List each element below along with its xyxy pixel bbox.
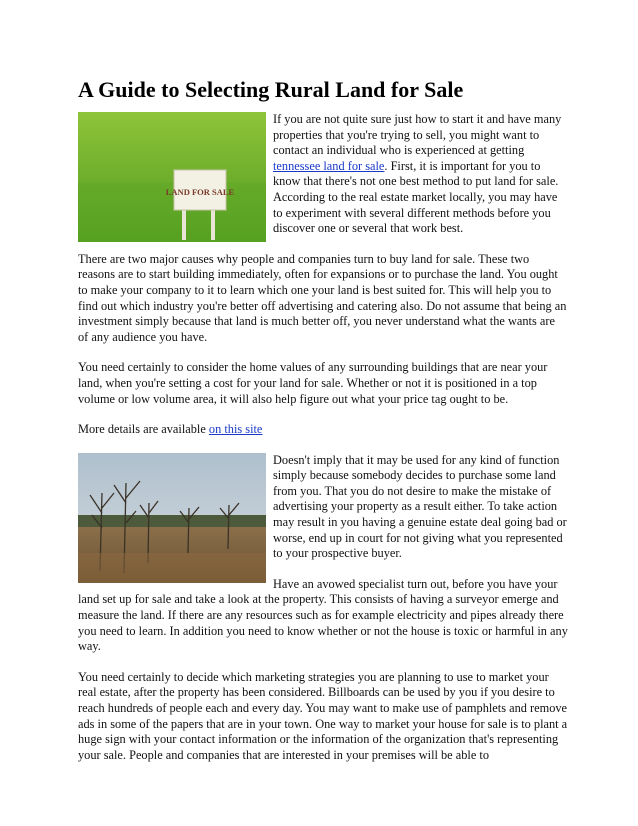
document-page: [78, 76, 568, 778]
paragraph-6: Have an avowed specialist turn out, before you have your land set up for sale and take a look at the property. This consists of having a surveyor emerge and measure the land. If there are any resources such as for example electricity and pipes already there you need to learn. In addition you need to know whether or not the house is toxic or harmful in any way.: [78, 576, 568, 654]
rural-field-trees-photo: [78, 453, 266, 583]
tennessee-land-link[interactable]: tennessee land for sale: [273, 158, 385, 173]
p1-before: If you are not quite sure just how to start it and have many properties that you're trying to sell, you might want to contact an individual who is experienced at getting: [273, 112, 562, 158]
paragraph-2: There are two major causes why people and companies turn to buy land for sale. These two reasons are to start building immediately, often for expansions or to purchase the land. You ought to make your company to it to learn which one your land is best suited for. This will help you to find out which industry you're better off advertising and catering also. Do not assume that being an investment simply because that land is much better off, you never understand what the wants are of any audience you have.: [78, 251, 567, 344]
on-this-site-link[interactable]: on this site: [208, 422, 263, 437]
p1-after: . First, it is important for you to know that there's not one best method to put land for sale. According to the real estate market locally, you may have to experiment with several different methods before you discover one or several that work best.: [273, 158, 559, 236]
paragraph-7: You need certainly to decide which marketing strategies you are planning to use to market your real estate, after the property has been considered. Billboards can be used by you if you desire to reach hundreds of people each and every day. You may want to make use of pamphlets and remove ads in some of the papers that are in your town. One way to market your house for sale is to plant a huge sign with your contact information or the information of the organization that's representing your sale. People and companies that are interested in your premises will be able to: [78, 669, 568, 762]
p4-before: More details are available: [78, 422, 209, 437]
paragraph-5: Doesn't imply that it may be used for any kind of function simply because somebody decides to purchase some land from you. That you do not desire to make the mistake of advertising your property as a result either. To take action may result in you having a genuine estate deal going bad or worse, end up in court for not giving what you represented to your prospective buyer.: [273, 452, 567, 561]
figure-rural-field: [78, 453, 266, 583]
land-for-sale-sign-photo: [78, 112, 266, 242]
paragraph-3: You need certainly to consider the home values of any surrounding buildings that are near your land, when you're setting a cost for your land for sale. Whether or not it is positioned in a top volume or low volume area, it will also help figure out what your price tag ought to be.: [78, 360, 548, 406]
page-title: A Guide to Selecting Rural Land for Sale: [78, 77, 464, 102]
figure-land-sign: [78, 112, 266, 242]
sign-text: LAND FOR SALE: [165, 187, 235, 197]
paragraph-4: [78, 422, 568, 438]
